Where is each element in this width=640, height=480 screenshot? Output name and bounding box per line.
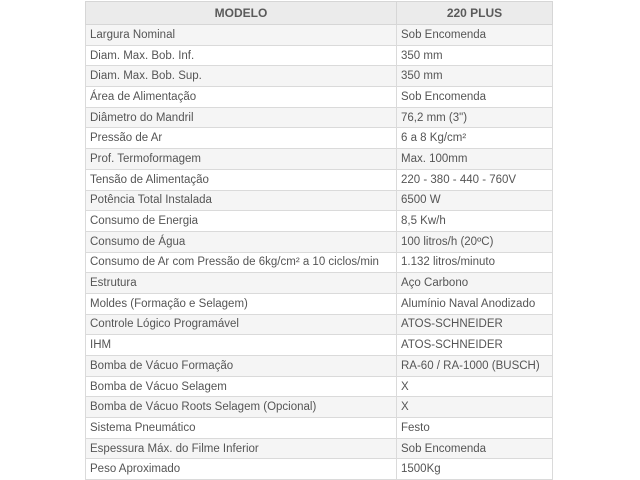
spec-value: 1500Kg	[397, 459, 553, 480]
spec-table-body	[86, 25, 553, 480]
spec-label: Consumo de Energia	[86, 211, 397, 232]
spec-label: Sistema Pneumático	[86, 418, 397, 439]
spec-label: Pressão de Ar	[86, 128, 397, 149]
table-row	[86, 211, 553, 232]
spec-label: Bomba de Vácuo Formação	[86, 356, 397, 377]
spec-value: RA-60 / RA-1000 (BUSCH)	[397, 356, 553, 377]
table-row	[86, 418, 553, 439]
spec-value: X	[397, 397, 553, 418]
spec-value: 100 litros/h (20ºC)	[397, 231, 553, 252]
spec-value: Max. 100mm	[397, 149, 553, 170]
table-row	[86, 438, 553, 459]
spec-label: Tensão de Alimentação	[86, 169, 397, 190]
spec-value: 350 mm	[397, 66, 553, 87]
spec-label: Controle Lógico Programável	[86, 314, 397, 335]
table-row	[86, 25, 553, 46]
spec-label: Prof. Termoformagem	[86, 149, 397, 170]
spec-value: Alumínio Naval Anodizado	[397, 293, 553, 314]
table-row	[86, 252, 553, 273]
table-row	[86, 314, 553, 335]
table-row	[86, 169, 553, 190]
spec-value: 350 mm	[397, 45, 553, 66]
spec-label: Consumo de Água	[86, 231, 397, 252]
spec-label: Moldes (Formação e Selagem)	[86, 293, 397, 314]
table-row	[86, 376, 553, 397]
spec-value: X	[397, 376, 553, 397]
spec-value: Sob Encomenda	[397, 87, 553, 108]
spec-label: Espessura Máx. do Filme Inferior	[86, 438, 397, 459]
spec-value: Aço Carbono	[397, 273, 553, 294]
spec-value: 1.132 litros/minuto	[397, 252, 553, 273]
spec-label: Bomba de Vácuo Roots Selagem (Opcional)	[86, 397, 397, 418]
spec-value: Sob Encomenda	[397, 438, 553, 459]
header-model: MODELO	[86, 2, 397, 25]
header-plus-model: 220 PLUS	[397, 2, 553, 25]
spec-value: Sob Encomenda	[397, 25, 553, 46]
table-row	[86, 273, 553, 294]
table-row	[86, 149, 553, 170]
spec-label: Área de Alimentação	[86, 87, 397, 108]
table-row	[86, 128, 553, 149]
spec-label: Diam. Max. Bob. Sup.	[86, 66, 397, 87]
spec-label: Diâmetro do Mandril	[86, 107, 397, 128]
spec-table-container	[85, 1, 552, 480]
table-row	[86, 335, 553, 356]
spec-value: 6500 W	[397, 190, 553, 211]
spec-label: Largura Nominal	[86, 25, 397, 46]
table-row	[86, 356, 553, 377]
table-row	[86, 190, 553, 211]
table-header-row	[86, 2, 553, 25]
spec-label: Potência Total Instalada	[86, 190, 397, 211]
spec-label: Consumo de Ar com Pressão de 6kg/cm² a 10 ciclos/min	[86, 252, 397, 273]
spec-label: Diam. Max. Bob. Inf.	[86, 45, 397, 66]
table-row	[86, 397, 553, 418]
spec-table	[85, 1, 553, 480]
spec-value: 220 - 380 - 440 - 760V	[397, 169, 553, 190]
spec-value: 6 a 8 Kg/cm²	[397, 128, 553, 149]
table-row	[86, 87, 553, 108]
table-row	[86, 66, 553, 87]
spec-label: Peso Aproximado	[86, 459, 397, 480]
spec-value: 8,5 Kw/h	[397, 211, 553, 232]
spec-value: ATOS-SCHNEIDER	[397, 335, 553, 356]
table-row	[86, 45, 553, 66]
spec-label: Estrutura	[86, 273, 397, 294]
spec-value: 76,2 mm (3")	[397, 107, 553, 128]
spec-label: IHM	[86, 335, 397, 356]
spec-value: Festo	[397, 418, 553, 439]
table-row	[86, 459, 553, 480]
table-row	[86, 293, 553, 314]
table-row	[86, 107, 553, 128]
table-row	[86, 231, 553, 252]
spec-value: ATOS-SCHNEIDER	[397, 314, 553, 335]
spec-label: Bomba de Vácuo Selagem	[86, 376, 397, 397]
